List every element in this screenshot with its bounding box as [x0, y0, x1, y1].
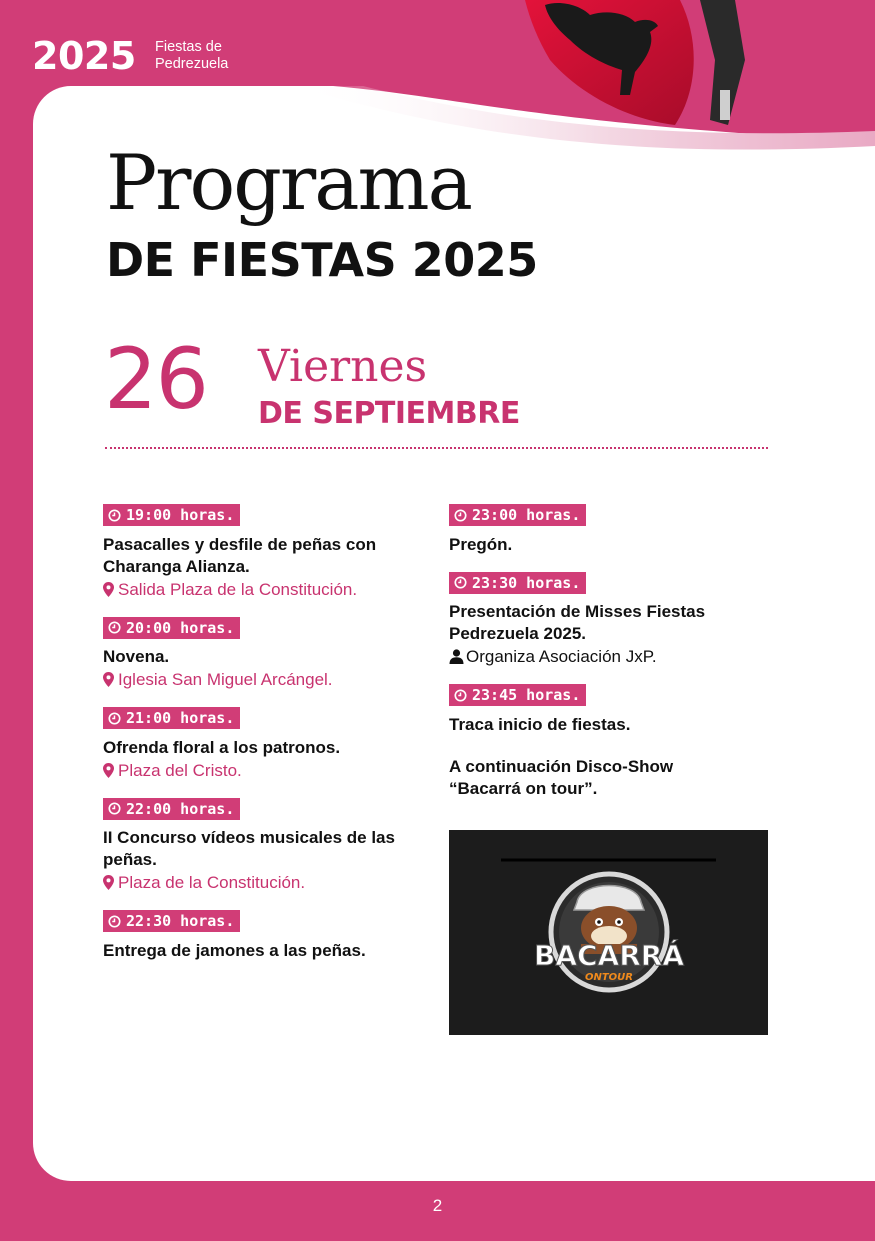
location-pin-icon [103, 672, 114, 687]
clock-icon [108, 712, 121, 725]
event-item [449, 684, 779, 736]
clock-icon [108, 802, 121, 815]
event-title: Traca inicio de fiestas. [449, 714, 631, 734]
bacarra-logo-image [449, 830, 768, 1035]
clock-icon [108, 915, 121, 928]
time-badge [103, 707, 240, 729]
event-title: Ofrenda floral a los patronos. [103, 737, 341, 757]
day-month: DE SEPTIEMBRE [258, 396, 520, 431]
event-item [103, 617, 423, 692]
event-place-text: Plaza del Cristo. [118, 760, 242, 780]
clock-icon [108, 621, 121, 634]
event-title: Pasacalles y desfile de peñas con Charanga Alianza. [103, 534, 377, 576]
time-text: 23:30 horas. [472, 573, 581, 592]
events-column-left [103, 504, 423, 978]
day-weekday: Viernes [258, 341, 428, 392]
event-place-text: Plaza de la Constitución. [118, 873, 306, 892]
event-item [103, 798, 423, 895]
clock-icon [454, 689, 467, 702]
time-badge [103, 798, 240, 820]
event-item [103, 504, 423, 601]
location-pin-icon [103, 763, 114, 778]
bacarra-logo [449, 830, 768, 1035]
event-item [449, 504, 779, 556]
header-year: 2025 [32, 34, 136, 78]
logo-subtext: ONTOUR [584, 972, 634, 983]
header-label [155, 39, 228, 73]
time-text: 19:00 horas. [126, 506, 235, 524]
time-badge [103, 910, 240, 932]
location-pin-icon [103, 582, 114, 597]
title-bold: DE FIESTAS 2025 [106, 233, 538, 287]
event-place [103, 871, 423, 894]
time-text: 22:30 horas. [126, 912, 235, 930]
event-item [449, 572, 779, 669]
day-number: 26 [104, 330, 207, 428]
clock-icon [108, 509, 121, 522]
extra-line2: “Bacarrá on tour”. [449, 778, 598, 798]
time-badge [449, 684, 586, 706]
event-title: Entrega de jamones a las peñas. [103, 940, 366, 960]
header-label-line2: Pedrezuela [155, 56, 229, 72]
event-place [103, 668, 423, 691]
event-organizer-text: Organiza Asociación JxP. [466, 647, 657, 666]
time-badge [449, 572, 586, 594]
time-badge [449, 504, 586, 526]
events-column-right [449, 504, 779, 800]
time-text: 21:00 horas. [126, 709, 235, 727]
event-place-text: Iglesia San Miguel Arcángel. [118, 670, 333, 689]
logo-text: BACARRÁ [533, 939, 685, 972]
time-text: 23:45 horas. [472, 686, 581, 704]
time-text: 22:00 horas. [126, 799, 235, 818]
time-text: 20:00 horas. [126, 618, 235, 637]
extra-announcement [449, 756, 779, 800]
event-title: Pregón. [449, 534, 513, 554]
event-place-text: Salida Plaza de la Constitución. [118, 579, 358, 599]
event-title: Novena. [103, 647, 170, 666]
event-item [103, 910, 423, 962]
time-badge [103, 617, 240, 639]
person-icon [449, 649, 464, 664]
dotted-divider [105, 447, 768, 449]
event-title: II Concurso vídeos musicales de las peñas. [103, 828, 395, 869]
clock-icon [454, 576, 467, 589]
page-number: 2 [432, 1196, 443, 1215]
event-place [103, 578, 423, 601]
time-text: 23:00 horas. [472, 506, 581, 524]
event-title: Presentación de Misses Fiestas Pedrezuela 2025. [449, 602, 706, 643]
header-label-line1: Fiestas de [155, 39, 222, 55]
bullfight-illustration [430, 0, 875, 150]
extra-line1: A continuación Disco-Show [449, 756, 674, 776]
title-script: Programa [106, 138, 471, 227]
event-organizer [449, 645, 779, 668]
event-place [103, 759, 423, 782]
time-badge [103, 504, 240, 526]
clock-icon [454, 509, 467, 522]
event-item [103, 707, 423, 782]
location-pin-icon [103, 875, 114, 890]
